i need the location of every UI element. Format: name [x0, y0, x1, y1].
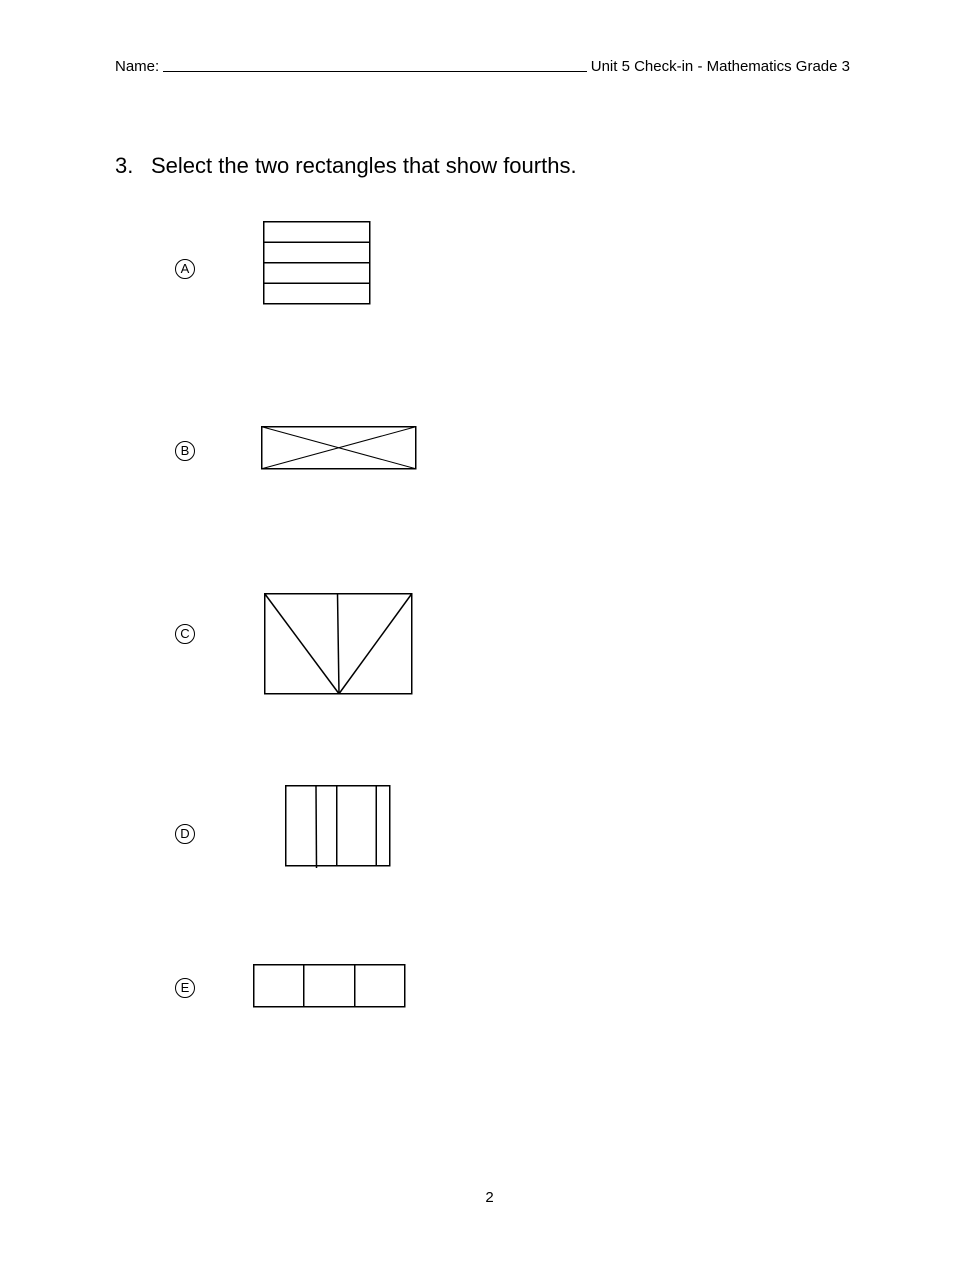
option-d-rectangle[interactable]	[285, 785, 392, 869]
question-text: Select the two rectangles that show fourths.	[151, 153, 577, 178]
option-e-bubble[interactable]: E	[175, 978, 195, 998]
question-number: 3.	[115, 153, 134, 178]
question-3	[115, 153, 577, 179]
option-b-rectangle[interactable]	[261, 426, 417, 470]
page-number: 2	[485, 1189, 494, 1206]
option-c-bubble[interactable]: C	[175, 624, 195, 644]
worksheet-title: Unit 5 Check-in - Mathematics Grade 3	[590, 58, 850, 75]
option-e-rectangle[interactable]	[253, 964, 407, 1009]
option-c-rectangle[interactable]	[264, 593, 414, 696]
option-d-bubble[interactable]: D	[175, 824, 195, 844]
page-header	[115, 58, 850, 75]
option-b-bubble[interactable]: B	[175, 441, 195, 461]
option-a-bubble[interactable]: A	[175, 259, 195, 279]
option-a-rectangle[interactable]	[263, 221, 371, 305]
name-label: Name:	[115, 58, 160, 75]
name-blank-line[interactable]	[163, 58, 587, 72]
